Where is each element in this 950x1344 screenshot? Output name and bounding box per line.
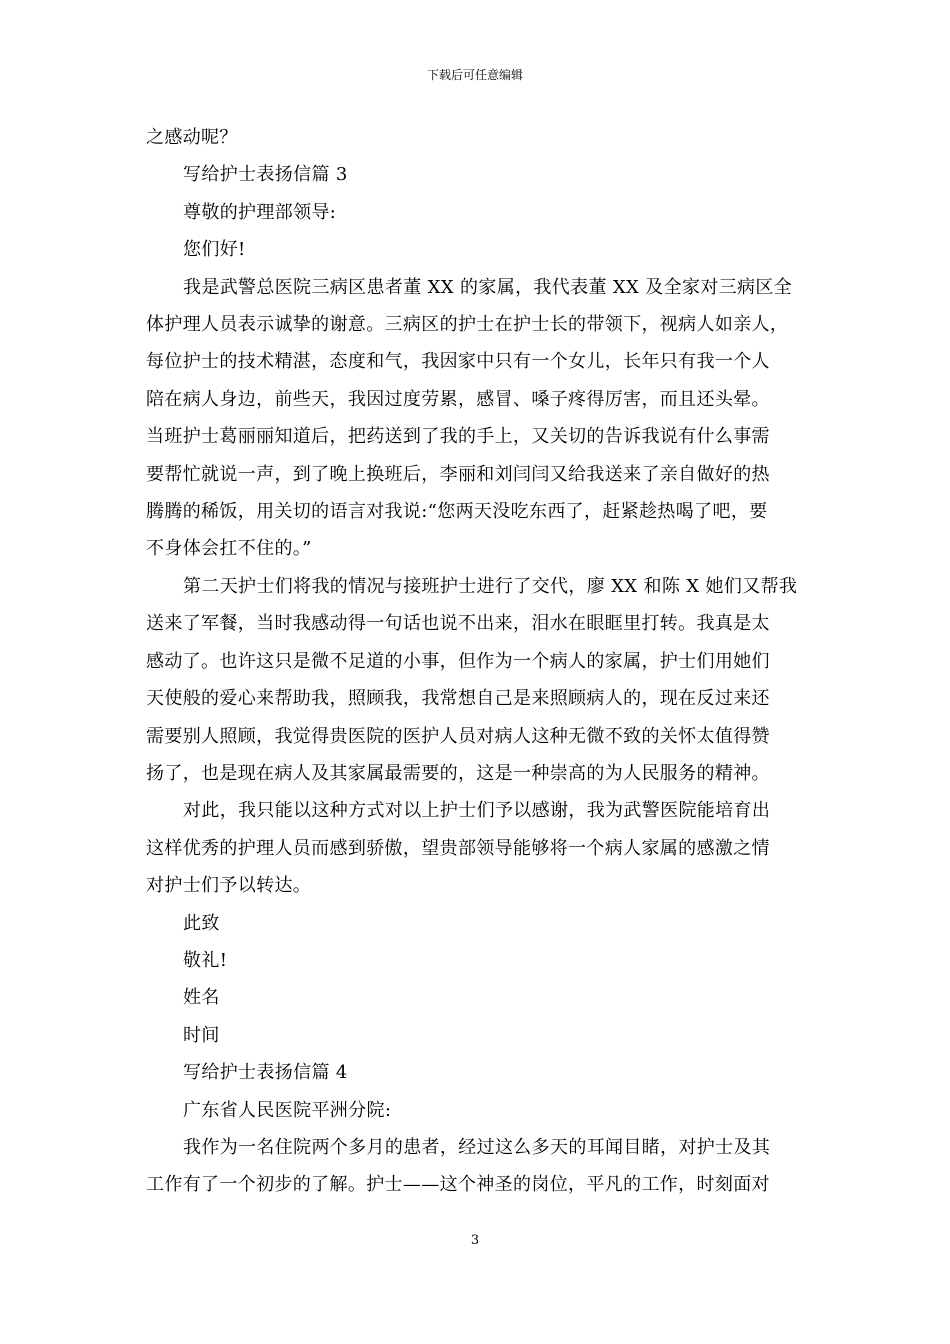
text-line: 天使般的爱心来帮助我，照顾我，我常想自己是来照顾病人的，现在反过来还 [146,688,770,710]
text-line: 当班护士葛丽丽知道后，把药送到了我的手上，又关切的告诉我说有什么事需 [146,426,770,448]
text-line: 我作为一名住院两个多月的患者，经过这么多天的耳闻目睹，对护士及其 [183,1136,771,1158]
text-line: 我是武警总医院三病区患者董 XX 的家属，我代表董 XX 及全家对三病区全 [183,276,793,298]
text-line: 这样优秀的护理人员而感到骄傲，望贵部领导能够将一个病人家属的感激之情 [146,837,770,859]
text-line: 每位护士的技术精湛，态度和气，我因家中只有一个女儿，长年只有我一个人 [146,351,770,373]
text-line: 送来了军餐，当时我感动得一句话也说不出来，泪水在眼眶里打转。我真是太 [146,613,770,635]
text-line: 对此，我只能以这种方式对以上护士们予以感谢，我为武警医院能培育出 [183,800,771,822]
text-line: 对护士们予以转达。 [146,875,312,897]
text-line: 之感动呢？ [146,127,238,148]
signature-date: 时间 [183,1024,220,1046]
text-line: 需要别人照顾，我觉得贵医院的医护人员对病人这种无微不致的关怀太值得赞 [146,725,770,747]
text-line: 工作有了一个初步的了解。护士——这个神圣的岗位，平凡的工作，时刻面对 [146,1174,770,1196]
text-line: 体护理人员表示诚挚的谢意。三病区的护士在护士长的带领下，视病人如亲人， [146,314,789,336]
text-line: 不身体会扛不住的。” [146,538,312,560]
closing-line: 敬礼! [183,949,228,971]
document-body [146,119,808,1204]
greeting: 您们好! [183,239,246,261]
letter-heading: 写给护士表扬信篇 4 [183,1062,348,1084]
salutation: 广东省人民医院平洲分院: [183,1099,392,1121]
text-line: 感动了。也许这只是微不足道的小事，但作为一个病人的家属，护士们用她们 [146,650,770,672]
text-line: 扬了，也是现在病人及其家属最需要的，这是一种崇高的为人民服务的精神。 [146,762,770,784]
salutation: 尊敬的护理部领导: [183,201,337,223]
text-line: 腾腾的稀饭，用关切的语言对我说:“您两天没吃东西了，赶紧趁热喝了吧，要 [146,501,768,523]
text-line: 要帮忙就说一声，到了晚上换班后，李丽和刘闫闫又给我送来了亲自做好的热 [146,463,770,485]
letter-heading: 写给护士表扬信篇 3 [183,164,348,186]
text-line: 第二天护士们将我的情况与接班护士进行了交代，廖 XX 和陈 X 她们又帮我 [183,575,798,597]
page-header-note: 下载后可任意编辑 [426,68,523,82]
signature-name: 姓名 [183,987,220,1009]
closing-line: 此致 [183,912,220,934]
page-number: 3 [470,1233,480,1248]
text-line: 陪在病人身边，前些天，我因过度劳累，感冒、嗓子疼得厉害，而且还头晕。 [146,388,770,410]
